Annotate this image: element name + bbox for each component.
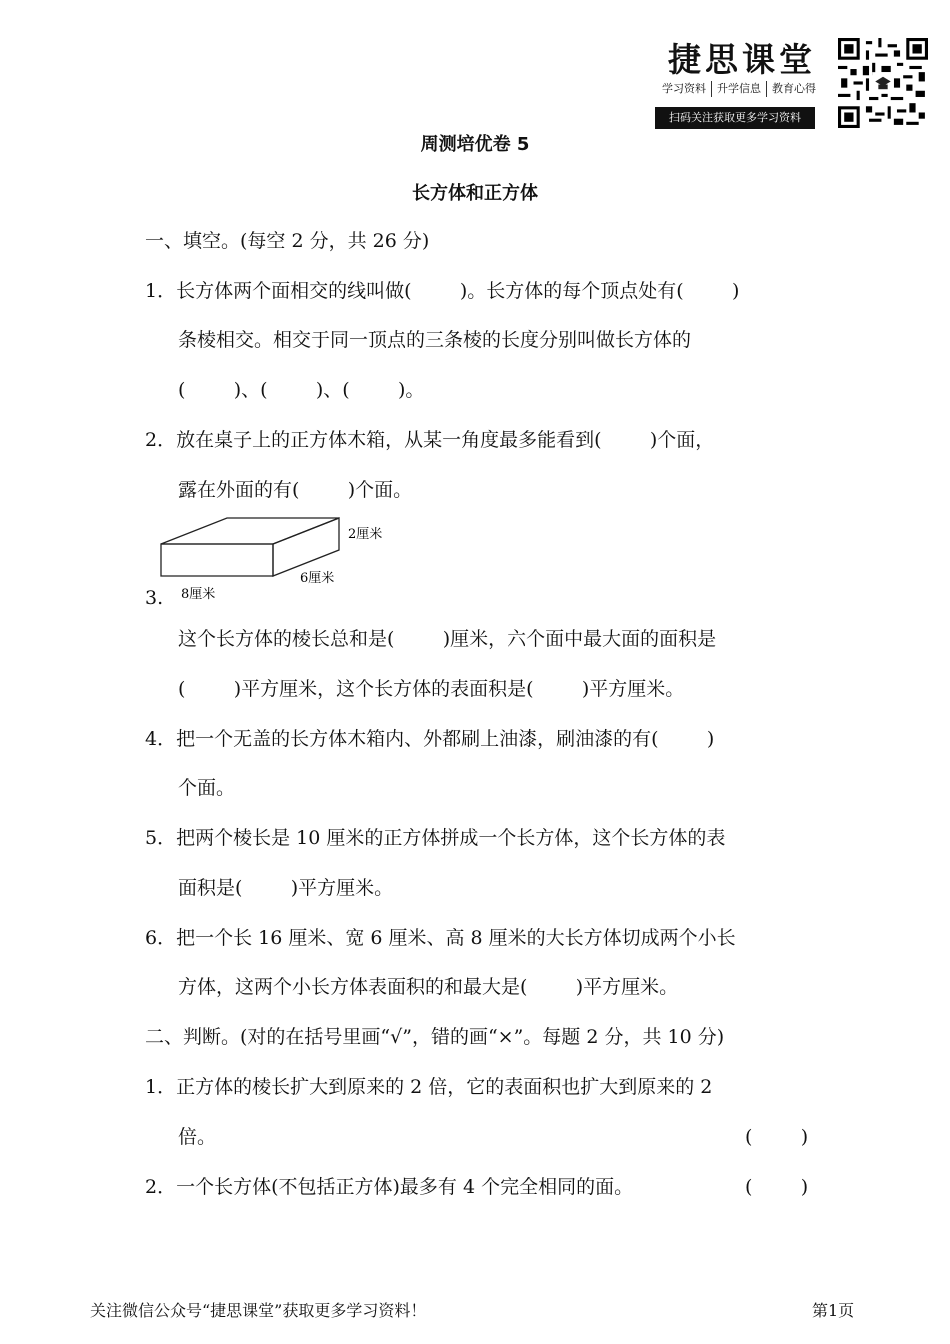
qr-code-icon <box>838 38 928 128</box>
question-text: 个面。 <box>178 777 236 799</box>
brand-tag: 升学信息 <box>712 81 767 97</box>
question-number: 3. <box>145 587 164 609</box>
brand-tag: 学习资料 <box>657 81 712 97</box>
cuboid-front-face <box>161 544 273 576</box>
section-heading: 二、判断。(对的在括号里画“√”，错的画“×”。每题 2 分，共 10 分) <box>145 1026 725 1048</box>
page-subtitle: 长方体和正方体 <box>412 183 538 204</box>
brand-tags <box>657 81 821 97</box>
question-text: ( )平方厘米，这个长方体的表面积是( )平方厘米。 <box>178 678 685 700</box>
page-number: 第1页 <box>812 1301 855 1320</box>
height-label: 2厘米 <box>348 527 383 542</box>
question-text: 1．正方体的棱长扩大到原来的 2 倍，它的表面积也扩大到原来的 2 <box>145 1076 713 1098</box>
brand-banner: 扫码关注获取更多学习资料 <box>655 107 815 129</box>
brand-tag: 教育心得 <box>772 82 816 95</box>
brand-name: 捷思课堂 <box>668 40 816 79</box>
question-text: 5．把两个棱长是 10 厘米的正方体拼成一个长方体，这个长方体的表 <box>145 827 726 849</box>
question-text: 2．一个长方体(不包括正方体)最多有 4 个完全相同的面。 <box>145 1176 634 1198</box>
question-text: 露在外面的有( )个面。 <box>178 479 413 501</box>
footer-note: 关注微信公众号“捷思课堂”获取更多学习资料！ <box>90 1301 427 1320</box>
question-text: 方体，这两个小长方体表面积的和最大是( )平方厘米。 <box>178 976 679 998</box>
question-text: 这个长方体的棱长总和是( )厘米，六个面中最大面的面积是 <box>178 628 717 650</box>
question-text: 1．长方体两个面相交的线叫做( )。长方体的每个顶点处有( ) <box>145 280 740 302</box>
page-title: 周测培优卷 5 <box>420 134 530 155</box>
length-label: 8厘米 <box>181 587 216 602</box>
question-text: 条棱相交。相交于同一顶点的三条棱的长度分别叫做长方体的 <box>178 329 692 351</box>
answer-parentheses: ( ) <box>745 1176 809 1198</box>
question-text: 2．放在桌子上的正方体木箱，从某一角度最多能看到( )个面， <box>145 429 715 451</box>
question-text: 倍。 <box>178 1126 217 1148</box>
question-text: ( )、( )、( )。 <box>178 379 425 401</box>
cuboid-side-face <box>273 518 339 576</box>
question-text: 6．把一个长 16 厘米、宽 6 厘米、高 8 厘米的大长方体切成两个小长 <box>145 927 736 949</box>
cuboid-top-face <box>161 518 339 544</box>
question-text: 面积是( )平方厘米。 <box>178 877 394 899</box>
width-label: 6厘米 <box>300 571 335 586</box>
cuboid-figure <box>155 512 415 604</box>
answer-parentheses: ( ) <box>745 1126 809 1148</box>
question-text: 4．把一个无盖的长方体木箱内、外都刷上油漆，刷油漆的有( ) <box>145 728 715 750</box>
section-heading: 一、填空。(每空 2 分，共 26 分) <box>145 230 430 252</box>
